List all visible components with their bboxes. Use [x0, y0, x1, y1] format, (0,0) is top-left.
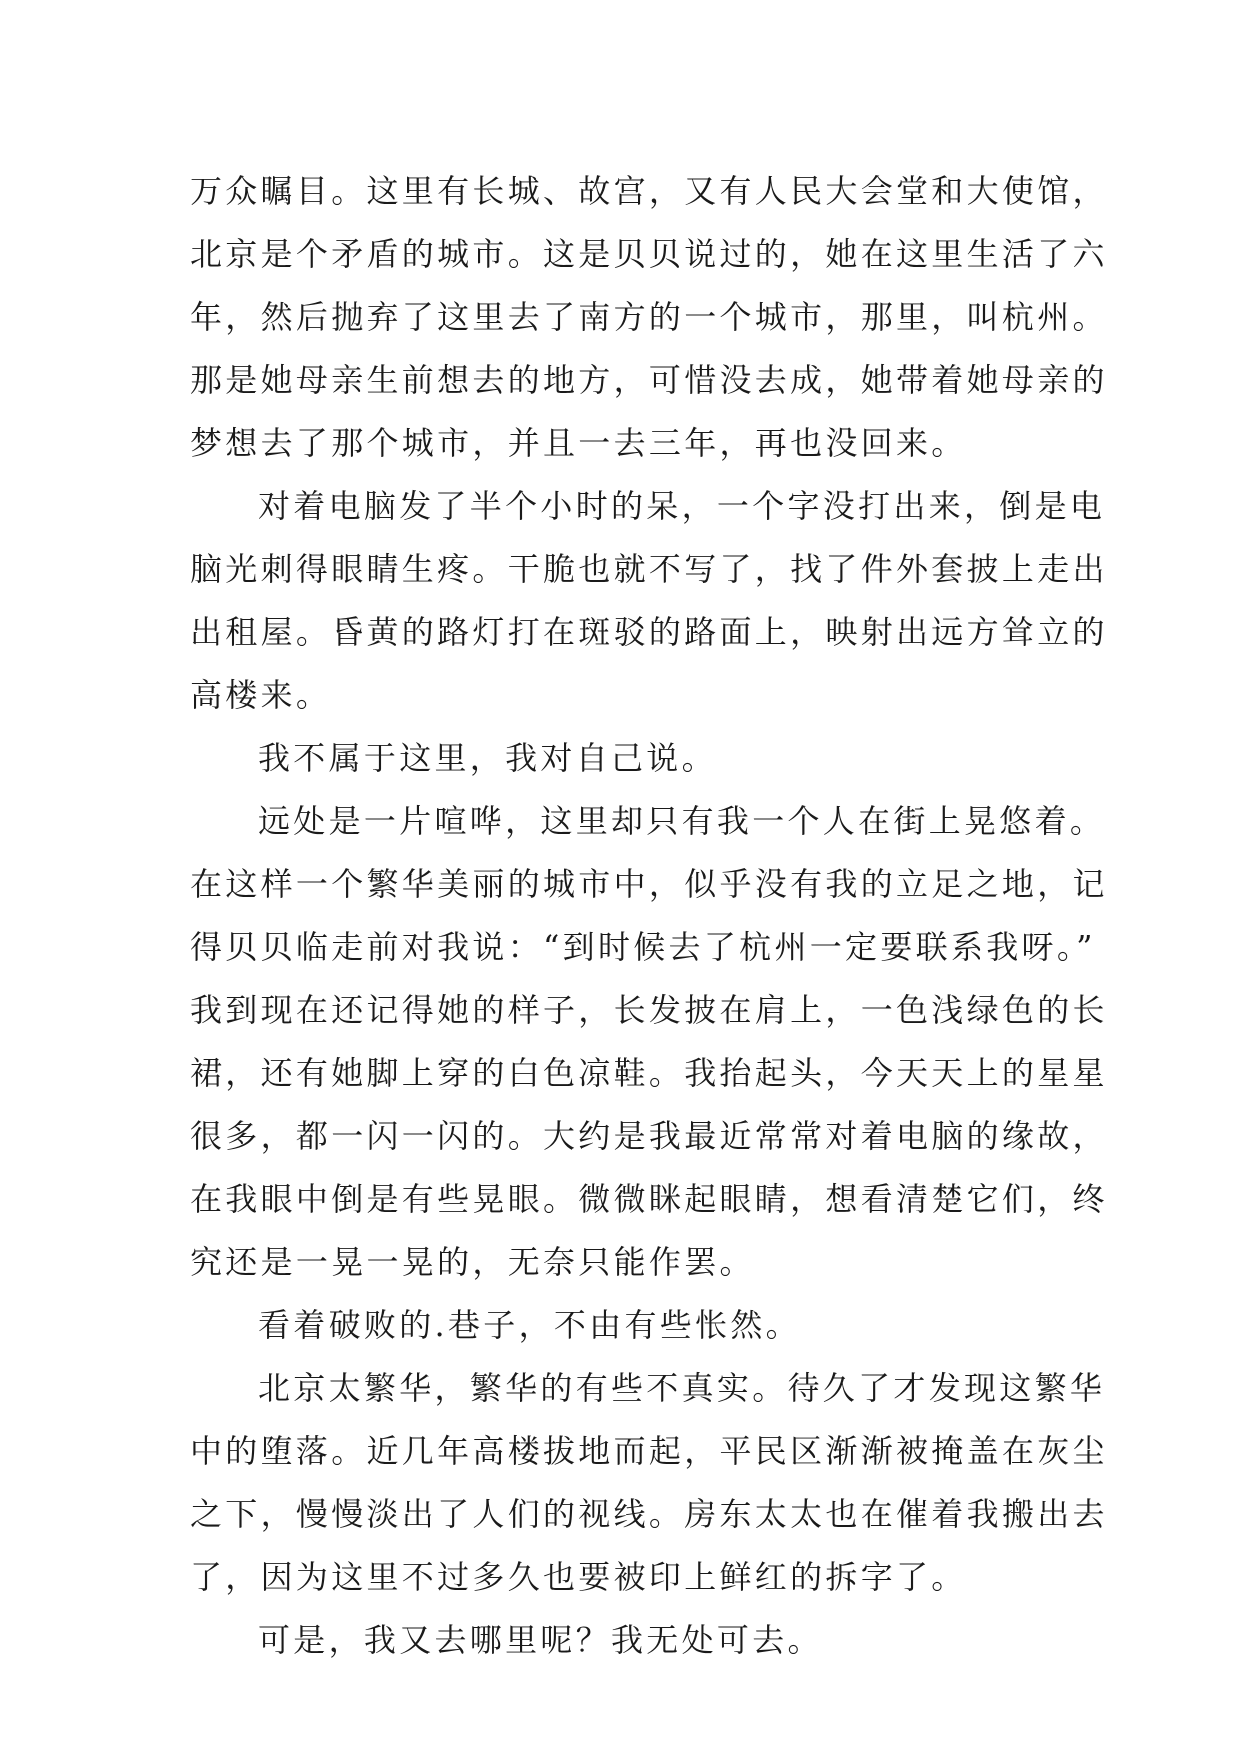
- text-line-14: 我到现在还记得她的样子，长发披在肩上，一色浅绿色的长: [190, 991, 1108, 1029]
- text-line-24: 可是，我又去哪里呢？我无处可去。: [258, 1621, 823, 1659]
- text-line-1: 万众瞩目。这里有长城、故宫，又有人民大会堂和大使馆，: [190, 172, 1108, 210]
- text-line-10: 我不属于这里，我对自己说。: [258, 739, 717, 777]
- text-line-17: 在我眼中倒是有些晃眼。微微眯起眼睛，想看清楚它们，终: [190, 1180, 1108, 1218]
- text-line-13: 得贝贝临走前对我说：“到时候去了杭州一定要联系我呀。”: [190, 928, 1096, 966]
- text-line-4: 那是她母亲生前想去的地方，可惜没去成，她带着她母亲的: [190, 361, 1108, 399]
- text-line-16: 很多，都一闪一闪的。大约是我最近常常对着电脑的缘故，: [190, 1117, 1108, 1155]
- text-line-7: 脑光刺得眼睛生疼。干脆也就不写了，找了件外套披上走出: [190, 550, 1108, 588]
- text-line-2: 北京是个矛盾的城市。这是贝贝说过的，她在这里生活了六: [190, 235, 1108, 273]
- text-line-22: 之下，慢慢淡出了人们的视线。房东太太也在催着我搬出去: [190, 1495, 1108, 1533]
- text-line-3: 年，然后抛弃了这里去了南方的一个城市，那里，叫杭州。: [190, 298, 1108, 336]
- text-line-21: 中的堕落。近几年高楼拔地而起，平民区渐渐被掩盖在灰尘: [190, 1432, 1108, 1470]
- text-line-5: 梦想去了那个城市，并且一去三年，再也没回来。: [190, 424, 967, 462]
- text-line-6: 对着电脑发了半个小时的呆，一个字没打出来，倒是电: [258, 487, 1106, 525]
- text-line-15: 裙，还有她脚上穿的白色凉鞋。我抬起头，今天天上的星星: [190, 1054, 1108, 1092]
- text-line-23: 了，因为这里不过多久也要被印上鲜红的拆字了。: [190, 1558, 967, 1596]
- text-line-20: 北京太繁华，繁华的有些不真实。待久了才发现这繁华: [258, 1369, 1106, 1407]
- text-line-18: 究还是一晃一晃的，无奈只能作罢。: [190, 1243, 755, 1281]
- text-line-12: 在这样一个繁华美丽的城市中，似乎没有我的立足之地，记: [190, 865, 1108, 903]
- text-line-11: 远处是一片喧哗，这里却只有我一个人在街上晃悠着。: [258, 802, 1106, 840]
- body-text: [190, 160, 1108, 1672]
- text-line-8: 出租屋。昏黄的路灯打在斑驳的路面上，映射出远方耸立的: [190, 613, 1108, 651]
- text-line-19: 看着破败的.巷子，不由有些怅然。: [258, 1306, 801, 1344]
- text-line-9: 高楼来。: [190, 676, 332, 714]
